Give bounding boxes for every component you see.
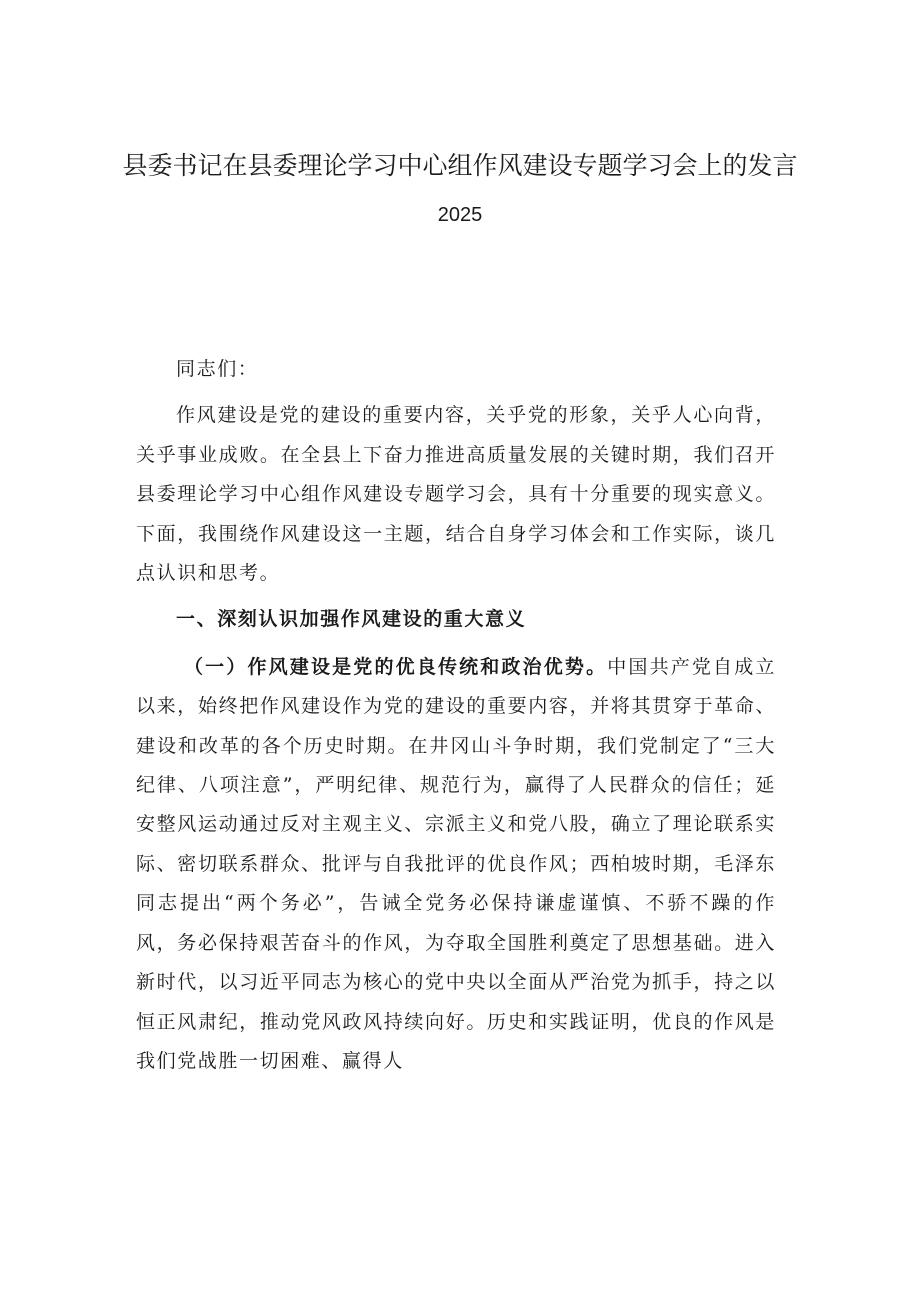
document-title: 县委书记在县委理论学习中心组作风建设专题学习会上的发言 [122, 151, 798, 180]
subsection-lead-1: （一）作风建设是党的优良传统和政治优势。 [184, 655, 608, 678]
subsection-body-1: 中国共产党自成立以来，始终把作风建设作为党的建设的重要内容，并将其贯穿于革命、建设和改革的各个历史时期。在井冈山斗争时期，我们党制定了“三大纪律、八项注意”，严明纪律、规范行为，赢得了人民群众的信任；延安整风运动通过反对主观主义、宗派主义和党八股，确立了理论联系实际、密切联系群众、批评与自我批评的优良作风；西柏坡时期，毛泽东同志提出“两个务必”，告诫全党务必保持谦虚谨慎、不骄不躁的作风，务必保持艰苦奋斗的作风，为夺取全国胜利奠定了思想基础。进入新时代，以习近平同志为核心的党中央以全面从严治党为抓手，持之以恒正风肃纪，推动党风政风持续向好。历史和实践证明，优良的作风是我们党战胜一切困难、赢得人 [136, 655, 776, 1072]
salutation: 同志们： [176, 358, 259, 380]
document-year: 2025 [437, 204, 483, 226]
intro-paragraph: 作风建设是党的建设的重要内容，关乎党的形象，关乎人心向背，关乎事业成败。在全县上下奋力推进高质量发展的关键时期，我们召开县委理论学习中心组作风建设专题学习会，具有十分重要的现实意义。下面，我围绕作风建设这一主题，结合自身学习体会和工作实际，谈几点认识和思考。 [136, 404, 776, 585]
subsection-paragraph-1 [136, 648, 776, 1081]
section-heading-1: 一、深刻认识加强作风建设的重大意义 [176, 608, 527, 631]
document-body [136, 350, 776, 1081]
